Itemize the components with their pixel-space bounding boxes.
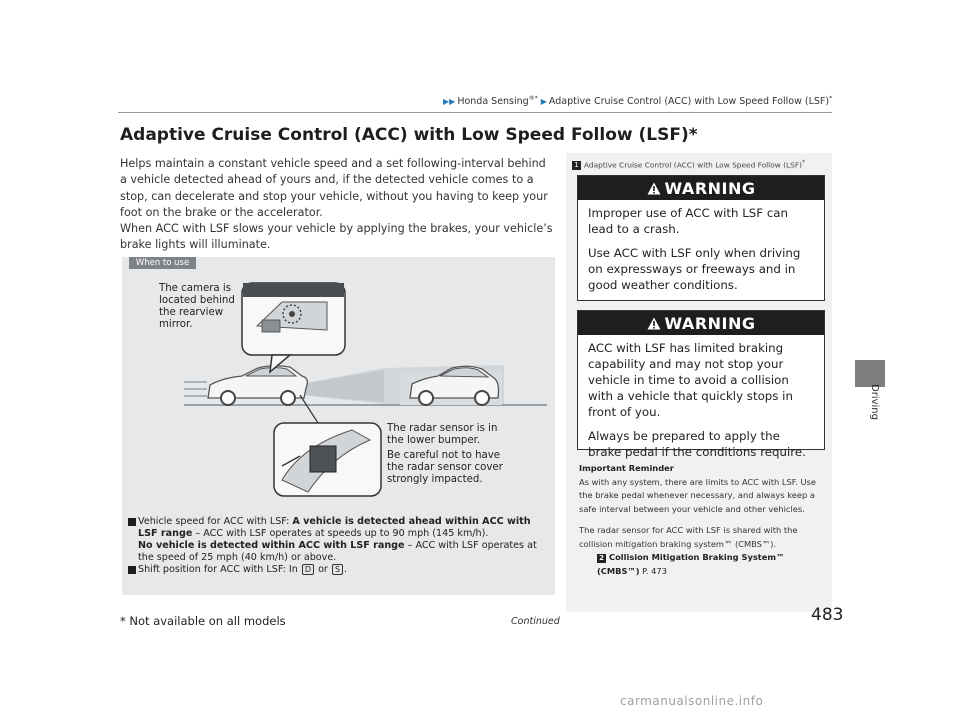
- footnote: * Not available on all models: [120, 614, 286, 628]
- important-reminder: [579, 462, 829, 578]
- bullet-square-icon: [128, 566, 136, 574]
- warning2-text-2: Always be prepared to apply the brake pedal if the conditions require.: [588, 429, 806, 459]
- breadcrumb-arrow-icon: ▶: [540, 97, 547, 107]
- radar-note: The radar sensor for ACC with LSF is shared with the collision mitigation braking system™ (CMBS™).: [579, 525, 798, 549]
- warning-box-1: [577, 175, 825, 301]
- warning-box-2: [577, 310, 825, 459]
- warning-header: WARNING: [578, 311, 824, 335]
- breadcrumb-part2[interactable]: Adaptive Cruise Control (ACC) with Low Speed Follow (LSF): [548, 96, 830, 108]
- warning-triangle-icon: [647, 182, 661, 195]
- own-vehicle: [208, 366, 307, 405]
- page-title: Adaptive Cruise Control (ACC) with Low Speed Follow (LSF)*: [120, 125, 698, 145]
- reminder-text: As with any system, there are limits to ACC with LSF. Use the brake pedal whenever necessary, and always keep a safe interval between your vehicle and other vehicles.: [579, 476, 816, 514]
- intro-paragraph-2: When ACC with LSF slows your vehicle by applying the brakes, your vehicle’s brake lights will illuminate.: [120, 222, 553, 252]
- spec-list: [128, 516, 548, 576]
- shift-key-s: S: [332, 564, 343, 575]
- radar-callout-2: Be careful not to have the radar sensor cover strongly impacted.: [387, 450, 503, 485]
- cmbs-link[interactable]: 2 Collision Mitigation Braking System™ (CMBS™) P. 473: [597, 552, 785, 576]
- radar-callout: [387, 423, 517, 489]
- reminder-title: Important Reminder: [579, 463, 674, 473]
- when-to-use-tag: When to use: [129, 257, 196, 269]
- chapter-label: Driving: [869, 384, 880, 420]
- watermark: carmanualsonline.info: [620, 694, 764, 708]
- sidebar-heading: 1 Adaptive Cruise Control (ACC) with Low Speed Follow (LSF)*: [572, 159, 830, 170]
- radar-inset: [274, 395, 381, 496]
- spec-shift: Shift position for ACC with LSF: In D or S .: [128, 564, 548, 576]
- camera-callout: The camera is located behind the rearview mirror.: [159, 283, 235, 330]
- header-divider: [118, 112, 832, 113]
- breadcrumb-part1[interactable]: Honda Sensing: [457, 96, 529, 108]
- warning1-text-2: Use ACC with LSF only when driving on expressways or freeways and in good weather conditions.: [588, 246, 801, 292]
- warning-header: WARNING: [578, 176, 824, 200]
- intro-text: [120, 156, 556, 254]
- breadcrumb-arrow-icon: ▶▶: [443, 97, 456, 107]
- bullet-square-icon: [128, 518, 136, 526]
- intro-paragraph-1: Helps maintain a constant vehicle speed and a set following-interval behind a vehicle detected ahead of yours and, if the detected vehicle comes to a stop, can decelerate and stop your vehicle, without you having to keep your foot on the brake or the accelerator.: [120, 157, 548, 219]
- reference-icon: 1: [572, 161, 581, 170]
- breadcrumb: ▶▶ Honda Sensing®* ▶ Adaptive Cruise Control (ACC) with Low Speed Follow (LSF)*: [443, 95, 833, 108]
- warning2-text-1: ACC with LSF has limited braking capability and may not stop your vehicle in time to avoid a collision with a vehicle that quickly stops in front of you.: [588, 341, 793, 419]
- radar-callout-1: The radar sensor is in the lower bumper.: [387, 423, 498, 446]
- continued-label: Continued: [511, 616, 560, 627]
- warning-triangle-icon: [647, 317, 661, 330]
- page-number: 483: [811, 605, 844, 625]
- link-arrow-icon: 2: [597, 554, 606, 563]
- spec-speed: Vehicle speed for ACC with LSF: A vehicle is detected ahead within ACC with LSF range – ACC with LSF operates at speeds up to 90 mph (145 km/h). No vehicle is detected within ACC with LSF range – ACC with LSF operates at the speed of 25 mph (40 km/h) or above.: [128, 516, 548, 564]
- warning1-text-1: Improper use of ACC with LSF can lead to a crash.: [588, 206, 789, 236]
- shift-key-d: D: [302, 564, 314, 575]
- camera-inset: [242, 283, 345, 372]
